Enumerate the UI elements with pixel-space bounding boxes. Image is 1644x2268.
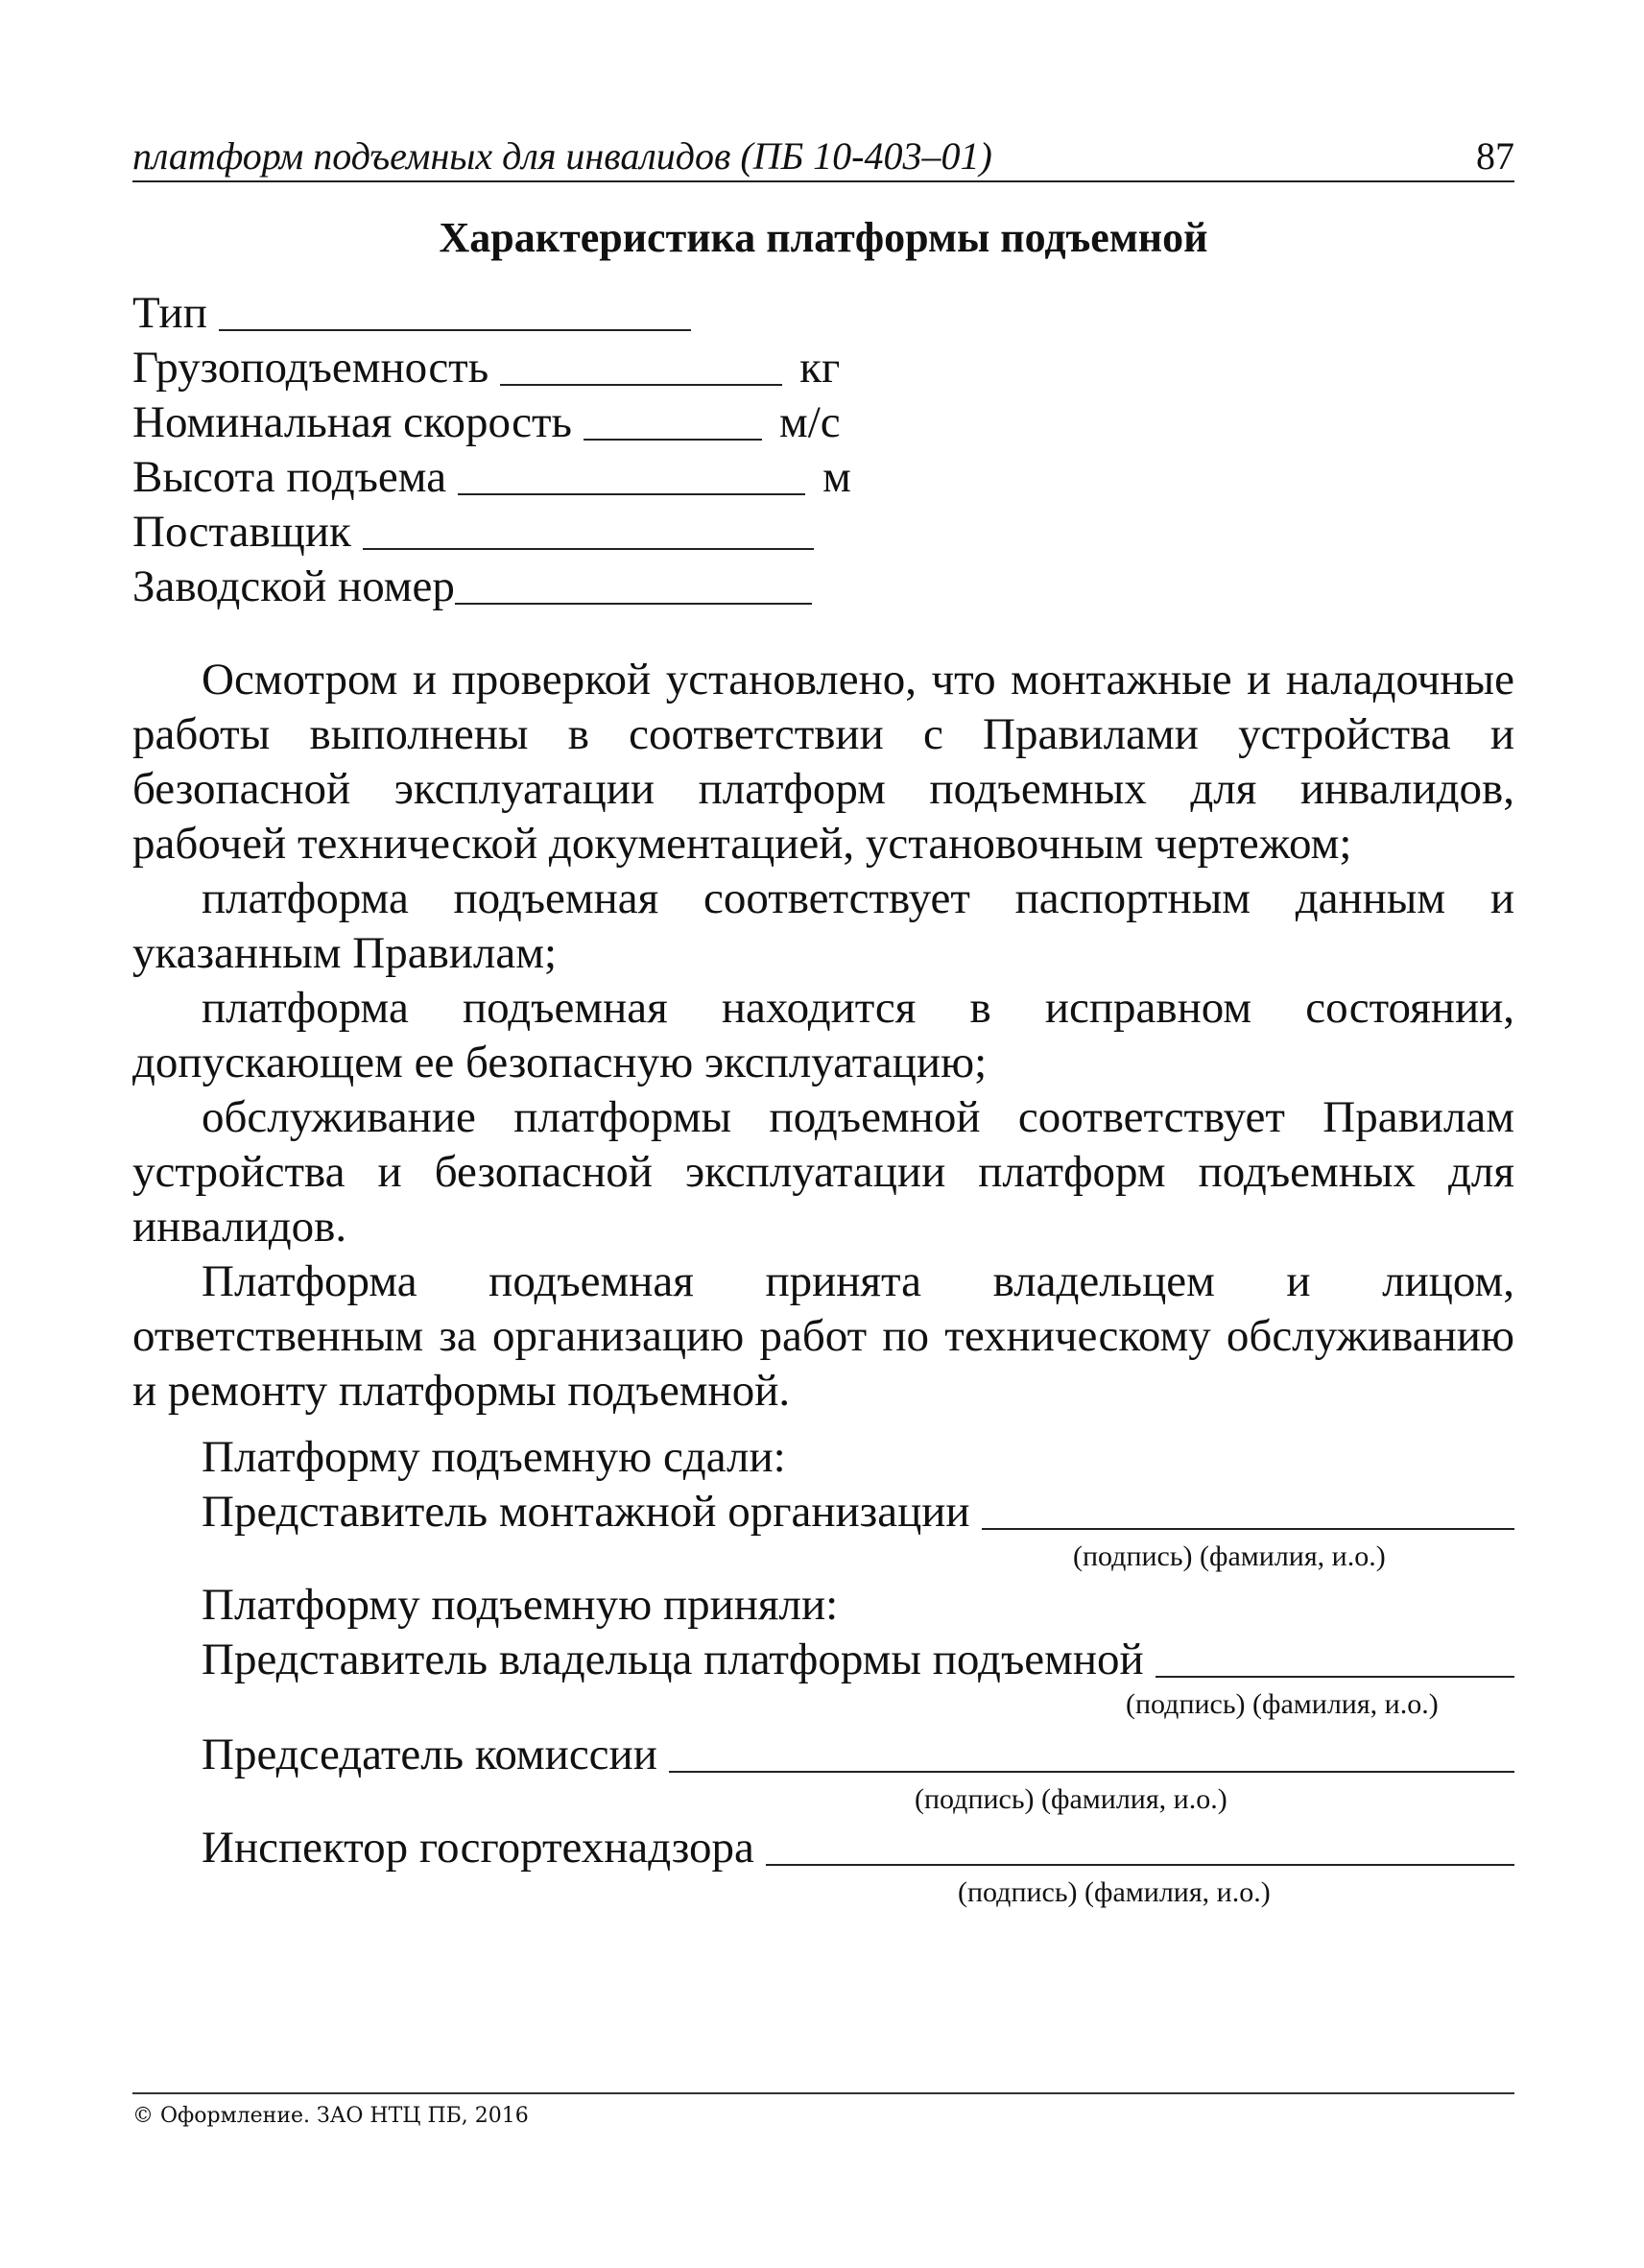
field-unit: кг xyxy=(799,343,841,393)
signature-caption: (подпись) (фамилия, и.о.) xyxy=(915,1783,1227,1815)
handed-over-label: Платформу подъемную сдали: xyxy=(202,1432,786,1482)
signature-line[interactable] xyxy=(1156,1634,1514,1678)
field-unit: м xyxy=(822,452,851,502)
chair-signature-row xyxy=(132,1728,1514,1782)
field-label: Тип xyxy=(132,288,207,338)
signature-caption: (подпись) (фамилия, и.о.) xyxy=(1126,1688,1439,1720)
installer-signature-row xyxy=(132,1485,1514,1540)
owner-signature-row xyxy=(132,1633,1514,1687)
inspector-signature-row xyxy=(132,1821,1514,1875)
section-heading: Характеристика платформы подъемной xyxy=(439,214,1208,261)
field-unit: м/с xyxy=(778,397,841,447)
signature-caption: (подпись) (фамилия, и.о.) xyxy=(958,1876,1271,1908)
field-speed xyxy=(132,395,996,450)
footer-text: © Оформление. ЗАО НТЦ ПБ, 2016 xyxy=(132,2104,529,2128)
page-number: 87 xyxy=(1476,134,1514,178)
accepted-label: Платформу подъемную приняли: xyxy=(202,1580,839,1630)
fill-in-line[interactable] xyxy=(219,287,691,331)
fill-in-line[interactable] xyxy=(584,396,762,441)
field-label: Номинальная скорость xyxy=(132,397,572,447)
field-label: Высота подъема xyxy=(132,452,447,502)
running-header-title: платформ подъемных для инвалидов (ПБ 10-403–01) xyxy=(132,134,992,178)
owner-rep-label: Представитель владельца платформы подъемной xyxy=(202,1635,1144,1684)
signatures-handed-over xyxy=(132,1430,1514,1574)
field-label: Грузоподъемность xyxy=(132,343,489,393)
inspector-label: Инспектор госгортехнадзора xyxy=(202,1823,754,1873)
field-label: Заводской номер xyxy=(132,561,455,611)
signatures-accepted xyxy=(132,1578,1514,1722)
installer-rep-label: Представитель монтажной организации xyxy=(202,1487,970,1537)
paragraph: обслуживание платформы подъемной соответствует Правилам устройства и безопасной эксплуатации платформ подъемных для инвалидов. xyxy=(132,1092,1514,1252)
characteristics-list xyxy=(132,286,996,614)
chair-label: Председатель комиссии xyxy=(202,1730,657,1779)
signature-line[interactable] xyxy=(982,1486,1514,1530)
field-type xyxy=(132,286,996,341)
fill-in-line[interactable] xyxy=(455,561,812,605)
fill-in-line[interactable] xyxy=(363,506,814,550)
field-serial-number xyxy=(132,560,996,614)
field-height xyxy=(132,450,996,505)
running-header xyxy=(132,132,1514,182)
fill-in-line[interactable] xyxy=(458,451,805,495)
fill-in-line[interactable] xyxy=(500,342,782,386)
paragraph: платформа подъемная находится в исправном состоянии, допускающем ее безопасную эксплуатацию; xyxy=(132,983,1514,1087)
body-text xyxy=(132,653,1514,1419)
field-capacity xyxy=(132,341,996,395)
footer-copyright xyxy=(132,2092,1514,2131)
field-supplier xyxy=(132,505,996,560)
paragraph: Осмотром и проверкой установлено, что монтажные и наладочные работы выполнены в соответствии с Правилами устройства и безопасной эксплуатации платформ подъемных для инвалидов, рабочей технической документацией, установочным чертежом; xyxy=(132,655,1514,869)
signature-line[interactable] xyxy=(669,1729,1514,1773)
signature-inspector xyxy=(132,1821,1514,1910)
paragraph: платформа подъемная соответствует паспортным данным и указанным Правилам; xyxy=(132,873,1514,978)
signature-line[interactable] xyxy=(766,1822,1514,1866)
paragraph: Платформа подъемная принята владельцем и лицом, ответственным за организацию работ по техническому обслуживанию и ремонту платформы подъемной. xyxy=(132,1256,1514,1416)
field-label: Поставщик xyxy=(132,507,351,557)
signature-caption: (подпись) (фамилия, и.о.) xyxy=(1073,1540,1386,1572)
signature-commission-chair xyxy=(132,1728,1514,1817)
